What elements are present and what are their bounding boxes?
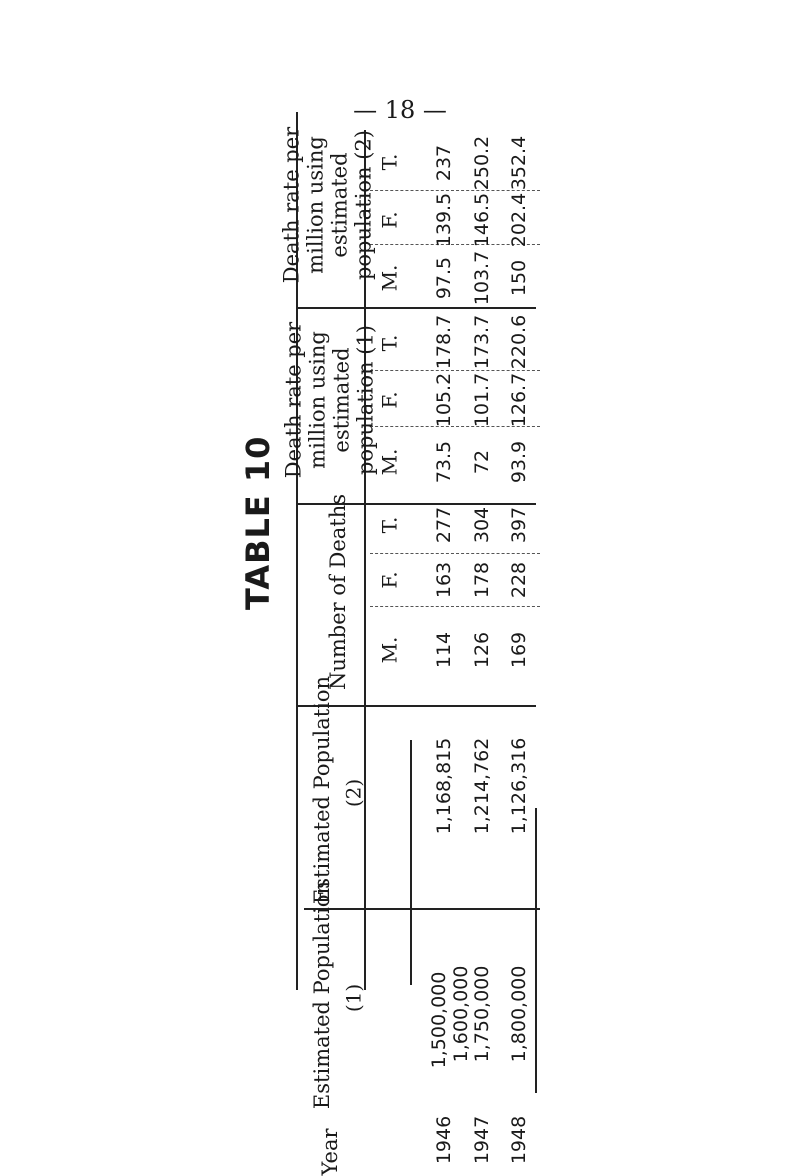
cell-pop1: 1,750,000 xyxy=(471,965,494,1063)
cell-r2-t: 352.4 xyxy=(508,135,531,191)
header-deaths: Number of Deaths xyxy=(325,493,350,691)
sub-divider xyxy=(370,606,540,607)
subheader-m: M. xyxy=(377,264,402,292)
page-number: — 18 — xyxy=(353,96,447,124)
header-rate2-text: Death rate per million using estimated population (2) xyxy=(279,126,377,284)
cell-d-f: 178 xyxy=(471,561,494,599)
cell-r1-f: 105.2 xyxy=(433,372,456,428)
subheader-f: F. xyxy=(377,571,402,589)
cell-r2-f: 202.4 xyxy=(508,192,531,248)
cell-pop1: 1,500,000 xyxy=(428,971,451,1069)
cell-r1-t: 220.6 xyxy=(508,314,531,370)
cell-r1-m: 73.5 xyxy=(433,440,456,484)
cell-pop1: 1,600,000 xyxy=(450,965,473,1063)
header-year: Year xyxy=(317,1128,342,1176)
cell-year: 1946 xyxy=(433,1115,456,1165)
cell-pop2: 1,168,815 xyxy=(433,737,456,835)
grid-line-right xyxy=(535,808,537,1093)
cell-d-m: 126 xyxy=(471,631,494,669)
cell-pop1-extra: 1,800,000 xyxy=(508,965,531,1063)
header-pop2: Estimated Population xyxy=(309,675,334,905)
cell-r2-t: 250.2 xyxy=(471,135,494,191)
cell-r1-m: 72 xyxy=(471,449,494,475)
header-divider xyxy=(410,740,412,985)
cell-r2-t: 237 xyxy=(433,144,456,182)
cell-d-m: 114 xyxy=(433,631,456,669)
cell-r2-f: 139.5 xyxy=(433,192,456,248)
cell-r2-f: 146.5 xyxy=(471,192,494,248)
cell-d-f: 163 xyxy=(433,561,456,599)
header-pop1-note: (1) xyxy=(341,983,366,1013)
cell-r1-f: 126.7 xyxy=(508,372,531,428)
subheader-t: T. xyxy=(377,516,402,534)
cell-d-t: 397 xyxy=(508,506,531,544)
subheader-m: M. xyxy=(377,636,402,664)
row-divider xyxy=(304,908,540,910)
cell-r2-m: 97.5 xyxy=(433,256,456,300)
header-pop1: Estimated Population xyxy=(309,880,334,1110)
sub-divider xyxy=(370,553,540,554)
cell-r1-f: 101.7 xyxy=(471,372,494,428)
header-rate1-text: Death rate per million using estimated population (1) xyxy=(281,321,379,479)
cell-r2-m: 150 xyxy=(508,259,531,297)
cell-d-t: 304 xyxy=(471,506,494,544)
cell-pop2: 1,214,762 xyxy=(471,737,494,835)
cell-r1-t: 173.7 xyxy=(471,314,494,370)
header-pop2-note: (2) xyxy=(341,778,366,808)
table-title: TABLE 10 xyxy=(239,435,277,610)
subheader-t: T. xyxy=(377,153,402,171)
cell-r1-m: 93.9 xyxy=(508,440,531,484)
subheader-t: T. xyxy=(377,334,402,352)
cell-d-t: 277 xyxy=(433,506,456,544)
cell-r1-t: 178.7 xyxy=(433,314,456,370)
cell-pop2: 1,126,316 xyxy=(508,737,531,835)
subheader-f: F. xyxy=(377,391,402,409)
cell-r2-m: 103.7 xyxy=(471,250,494,306)
cell-d-m: 169 xyxy=(508,631,531,669)
subheader-f: F. xyxy=(377,211,402,229)
header-rate1 xyxy=(282,305,379,495)
cell-year: 1948 xyxy=(508,1115,531,1165)
header-rate2 xyxy=(280,110,377,300)
cell-year: 1947 xyxy=(471,1115,494,1165)
cell-d-f: 228 xyxy=(508,561,531,599)
subheader-m: M. xyxy=(377,448,402,476)
sub-divider xyxy=(370,370,540,371)
